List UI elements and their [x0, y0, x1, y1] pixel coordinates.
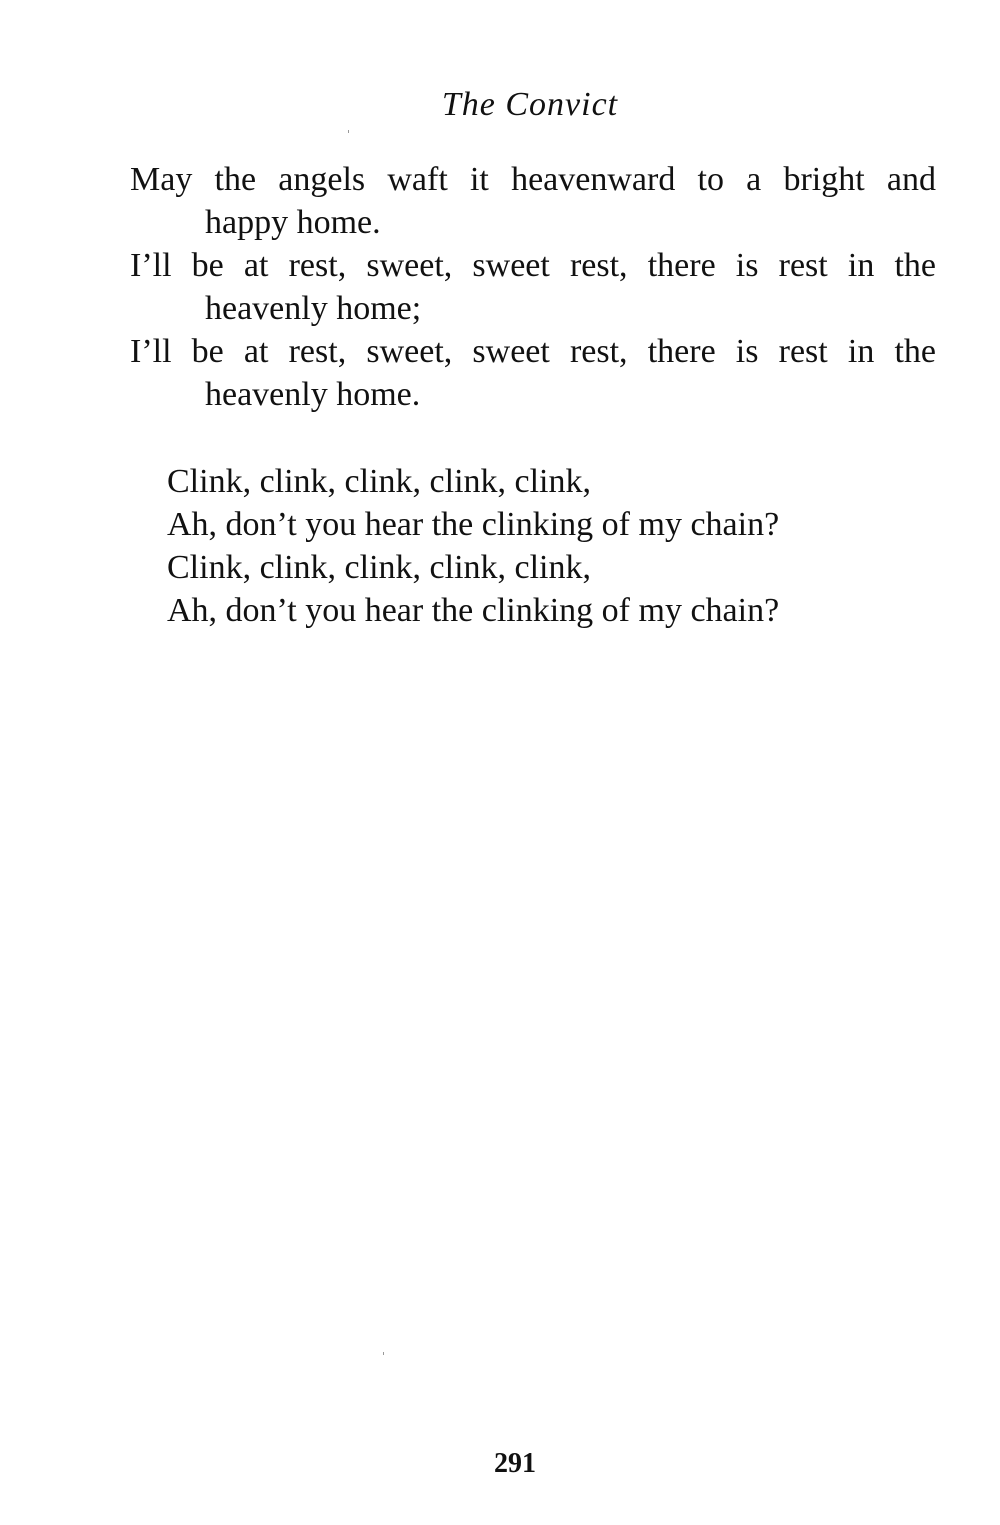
- verse-line: [130, 244, 936, 330]
- verse-line-continuation: happy home.: [205, 204, 381, 241]
- page-number: 291: [494, 1448, 536, 1479]
- chorus-line: Ah, don’t you hear the clinking of my chain?: [167, 592, 780, 629]
- verse-line-text: May the angels waft it heavenward to a bright and: [130, 161, 936, 198]
- verse-line-continuation: heavenly home.: [205, 376, 421, 413]
- chorus-line: Ah, don’t you hear the clinking of my chain?: [167, 506, 780, 543]
- verse-line: [130, 158, 936, 244]
- stanza-verse: [130, 158, 936, 416]
- stanza-chorus: [167, 460, 927, 632]
- verse-line-text: I’ll be at rest, sweet, sweet rest, there is rest in the: [130, 333, 936, 370]
- chorus-line: Clink, clink, clink, clink, clink,: [167, 549, 592, 586]
- print-speck: [383, 1352, 384, 1355]
- verse-line-continuation: heavenly home;: [205, 290, 422, 327]
- verse-line: [130, 330, 936, 416]
- running-title: The Convict: [441, 86, 619, 123]
- verse-line-text: I’ll be at rest, sweet, sweet rest, there is rest in the: [130, 247, 936, 284]
- chorus-line: Clink, clink, clink, clink, clink,: [167, 463, 592, 500]
- print-speck: [348, 130, 349, 133]
